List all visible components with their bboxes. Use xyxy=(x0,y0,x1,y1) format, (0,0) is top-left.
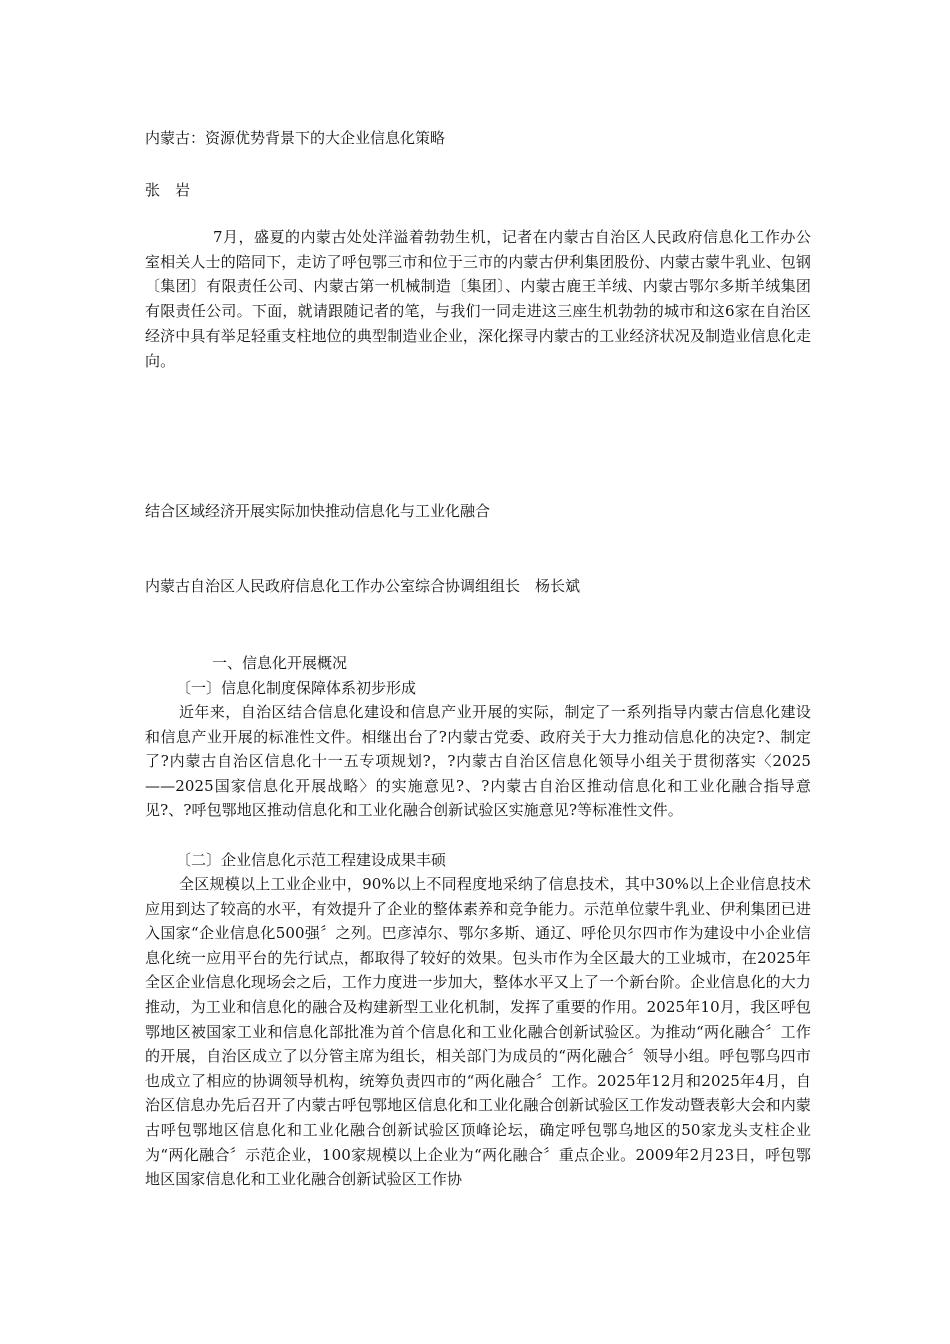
sub1-heading: 〔一〕信息化制度保障体系初步形成 xyxy=(176,679,417,697)
sub1-paragraph: 近年来，自治区结合信息化建设和信息产业开展的实际，制定了一系列指导内蒙古信息化建设和信息产业开展的标准性文件。相继出台了?内蒙古党委、政府关于大力推动信息化的决定?、制定了?内蒙古自治区信息化十一五专项规划?，?内蒙古自治区信息化领导小组关于贯彻落实〈2025——2025国家信息化开展战略〉的实施意见?、?内蒙古自治区推动信息化和工业化融合指导意见?、?呼包鄂地区推动信息化和工业化融合创新试验区实施意见?等标准性文件。 xyxy=(145,703,811,820)
section-heading: 结合区域经济开展实际加快推动信息化与工业化融合 xyxy=(145,502,491,520)
article-author: 张 岩 xyxy=(145,181,191,199)
intro-paragraph: 7月，盛夏的内蒙古处处洋溢着勃勃生机，记者在内蒙古自治区人民政府信息化工作办公室相关人士的陪同下，走访了呼包鄂三市和位于三市的内蒙古伊利集团股份、内蒙古蒙牛乳业、包钢〔集团〕有限责任公司、内蒙古第一机械制造〔集团〕、内蒙古鹿王羊绒、内蒙古鄂尔多斯羊绒集团有限责任公司。下面，就请跟随记者的笔，与我们一同走进这三座生机勃勃的城市和这6家在自治区经济中具有举足轻重支柱地位的典型制造业企业，深化探寻内蒙古的工业经济状况及制造业信息化走向。 xyxy=(145,228,811,370)
sub2-paragraph: 全区规模以上工业企业中，90%以上不同程度地采纳了信息技术，其中30%以上企业信息技术应用到达了较高的水平，有效提升了企业的整体素养和竞争能力。示范单位蒙牛乳业、伊利集团已进入国家“企业信息化500强〞之列。巴彦淖尔、鄂尔多斯、通辽、呼伦贝尔四市作为建设中小企业信息化统一应用平台的先行试点，都取得了较好的效果。包头市作为全区最大的工业城市，在2025年全区企业信息化现场会之后，工作力度进一步加大，整体水平又上了一个新台阶。企业信息化的大力推动，为工业和信息化的融合及构建新型工业化机制，发挥了重要的作用。2025年10月，我区呼包鄂地区被国家工业和信息化部批准为首个信息化和工业化融合创新试验区。为推动“两化融合〞工作的开展，自治区成立了以分管主席为组长，相关部门为成员的“两化融合〞领导小组。呼包鄂乌四市也成立了相应的协调领导机构，统筹负责四市的“两化融合〞工作。2025年12月和2025年4月，自治区信息办先后召开了内蒙古呼包鄂地区信息化和工业化融合创新试验区工作发动暨表彰大会和内蒙古呼包鄂地区信息化和工业化融合创新试验区顶峰论坛，确定呼包鄂乌地区的50家龙头支柱企业为“两化融合〞示范企业，100家规模以上企业为“两化融合〞重点企业。2009年2月23日，呼包鄂地区国家信息化和工业化融合创新试验区工作协 xyxy=(145,875,811,1189)
part1-heading: 一、信息化开展概况 xyxy=(212,654,348,672)
article-title: 内蒙古：资源优势背景下的大企业信息化策略 xyxy=(145,129,446,147)
section-byline: 内蒙古自治区人民政府信息化工作办公室综合协调组组长 杨长斌 xyxy=(145,577,581,595)
sub2-heading: 〔二〕企业信息化示范工程建设成果丰硕 xyxy=(176,851,447,869)
